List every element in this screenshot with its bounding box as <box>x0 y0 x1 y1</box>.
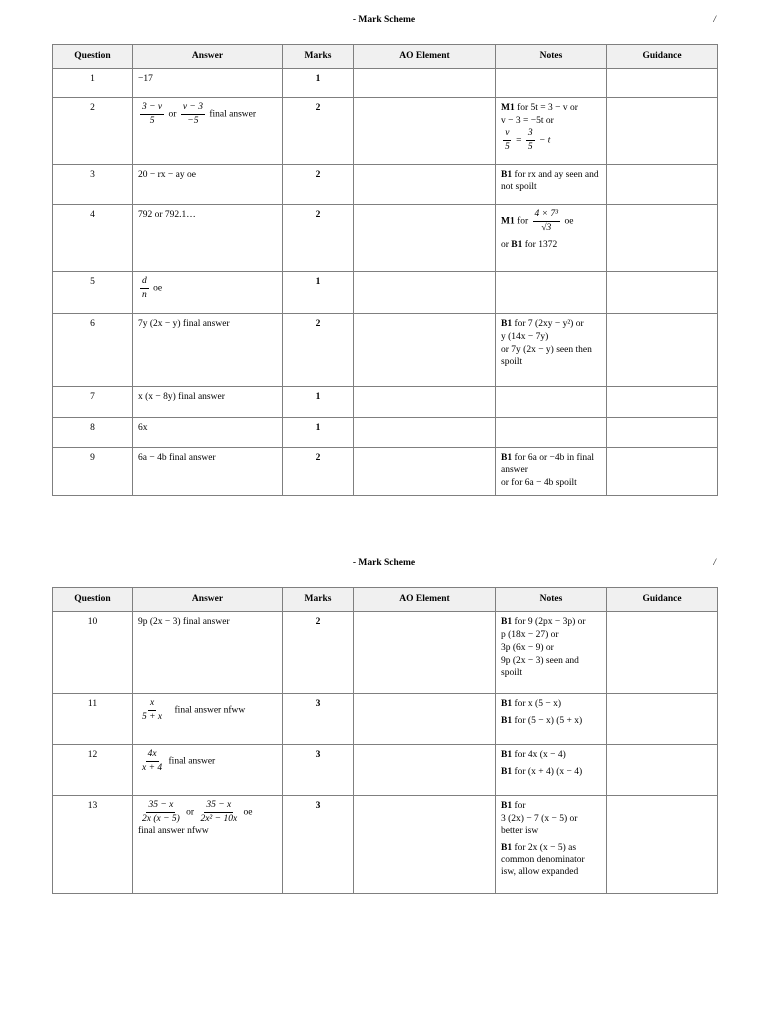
question-number: 1 <box>53 69 133 98</box>
marks-cell: 3 <box>283 745 354 796</box>
column-header-question: Question <box>53 45 133 69</box>
guidance-cell <box>607 98 718 165</box>
ao-element-cell <box>354 272 496 314</box>
marks-cell: 2 <box>283 98 354 165</box>
mark-scheme-table <box>52 587 718 894</box>
column-header-answer: Answer <box>133 45 283 69</box>
ao-element-cell <box>354 418 496 448</box>
column-header-notes: Notes <box>496 45 607 69</box>
ao-element-cell <box>354 448 496 496</box>
answer-cell: 7y (2x − y) final answer <box>133 314 283 387</box>
column-header-question: Question <box>53 588 133 612</box>
answer-fraction: $\frac{3 - v}{5}$ <box>142 102 163 126</box>
question-number: 4 <box>53 205 133 272</box>
table-row <box>53 205 718 272</box>
question-number: 3 <box>53 165 133 205</box>
column-header-ao-element: AO Element <box>354 588 496 612</box>
answer-cell: 9p (2x − 3) final answer <box>133 612 283 694</box>
notes-cell <box>496 418 607 448</box>
question-number: 9 <box>53 448 133 496</box>
notes-cell: B1 for x (5 − x) B1 for (5 − x) (5 + x) <box>496 694 607 745</box>
marks-cell: 1 <box>283 387 354 418</box>
guidance-cell <box>607 796 718 894</box>
notes-cell: B1 for 4x (x − 4) B1 for (x + 4) (x − 4) <box>496 745 607 796</box>
page-number: / <box>713 558 716 568</box>
column-header-answer: Answer <box>133 588 283 612</box>
table-row <box>53 448 718 496</box>
question-number: 5 <box>53 272 133 314</box>
table-row <box>53 69 718 98</box>
ao-element-cell <box>354 314 496 387</box>
column-header-marks: Marks <box>283 45 354 69</box>
column-header-ao-element: AO Element <box>354 45 496 69</box>
answer-cell: 6x <box>133 418 283 448</box>
mark-scheme-table <box>52 44 718 496</box>
table-row <box>53 796 718 894</box>
ao-element-cell <box>354 387 496 418</box>
table-header-row <box>53 45 718 69</box>
table-row <box>53 694 718 745</box>
question-number: 6 <box>53 314 133 387</box>
answer-cell: −17 <box>133 69 283 98</box>
question-number: 10 <box>53 612 133 694</box>
table-row <box>53 314 718 387</box>
page-title: - Mark Scheme <box>352 558 416 568</box>
answer-cell: x (x − 8y) final answer <box>133 387 283 418</box>
guidance-cell <box>607 448 718 496</box>
guidance-cell <box>607 272 718 314</box>
marks-cell: 1 <box>283 272 354 314</box>
marks-cell: 1 <box>283 418 354 448</box>
column-header-guidance: Guidance <box>607 588 718 612</box>
guidance-cell <box>607 69 718 98</box>
answer-cell: $\frac{x}{5 + x}$ final answer nfww <box>133 694 283 745</box>
notes-cell: B1 for 9 (2px − 3p) or p (18x − 27) or 3p (6x − 9) or 9p (2x − 3) seen and spoilt <box>496 612 607 694</box>
marks-cell: 2 <box>283 205 354 272</box>
column-header-guidance: Guidance <box>607 45 718 69</box>
question-number: 7 <box>53 387 133 418</box>
table-row <box>53 387 718 418</box>
answer-cell: 20 − rx − ay oe <box>133 165 283 205</box>
table-row <box>53 165 718 205</box>
notes-cell: B1 for 3 (2x) − 7 (x − 5) or better isw B1 for 2x (x − 5) as common denominator isw, allow expanded <box>496 796 607 894</box>
ao-element-cell <box>354 796 496 894</box>
guidance-cell <box>607 612 718 694</box>
ao-element-cell <box>354 694 496 745</box>
page-number: / <box>713 15 716 25</box>
marks-cell: 2 <box>283 448 354 496</box>
marks-cell: 2 <box>283 314 354 387</box>
table-row <box>53 745 718 796</box>
page-header <box>52 15 716 29</box>
marks-cell: 2 <box>283 612 354 694</box>
page-header <box>52 558 716 572</box>
notes-cell: M1 for $\frac{\text{4 × 7³}}{√3}$ oe or B1 for 1372 <box>496 205 607 272</box>
marks-cell: 2 <box>283 165 354 205</box>
ao-element-cell <box>354 612 496 694</box>
answer-cell: 792 or 792.1… <box>133 205 283 272</box>
notes-cell: M1 for 5t = 3 − v or v − 3 = −5t or $\frac{v}{5}$ = $\frac{3}{5}$ − t <box>496 98 607 165</box>
ao-element-cell <box>354 745 496 796</box>
notes-cell <box>496 272 607 314</box>
column-header-marks: Marks <box>283 588 354 612</box>
answer-fraction: $\frac{35 - x}{2x (x - 5)}$ <box>142 800 180 824</box>
marks-cell: 3 <box>283 796 354 894</box>
guidance-cell <box>607 314 718 387</box>
table-header-row <box>53 588 718 612</box>
answer-cell: $\frac{d}{n}$ oe <box>133 272 283 314</box>
answer-cell: $\frac{3 - v}{5}$ or $\frac{v - 3}{-5}$ final answer <box>133 98 283 165</box>
ao-element-cell <box>354 165 496 205</box>
answer-fraction: $\frac{d}{n}$ <box>142 276 147 300</box>
ao-element-cell <box>354 205 496 272</box>
guidance-cell <box>607 205 718 272</box>
page-title: - Mark Scheme <box>352 15 416 25</box>
question-number: 8 <box>53 418 133 448</box>
guidance-cell <box>607 745 718 796</box>
answer-cell: $\frac{4x}{x + 4}$ final answer <box>133 745 283 796</box>
notes-cell <box>496 387 607 418</box>
guidance-cell <box>607 418 718 448</box>
notes-cell: B1 for 7 (2xy − y²) or y (14x − 7y) or 7y (2x − y) seen then spoilt <box>496 314 607 387</box>
question-number: 2 <box>53 98 133 165</box>
table-row <box>53 98 718 165</box>
ao-element-cell <box>354 69 496 98</box>
guidance-cell <box>607 387 718 418</box>
notes-cell: B1 for rx and ay seen and not spoilt <box>496 165 607 205</box>
question-number: 11 <box>53 694 133 745</box>
answer-fraction: $\frac{v - 3}{-5}$ <box>182 102 203 126</box>
notes-cell <box>496 69 607 98</box>
question-number: 13 <box>53 796 133 894</box>
ao-element-cell <box>354 98 496 165</box>
table-row <box>53 612 718 694</box>
table-row <box>53 272 718 314</box>
guidance-cell <box>607 694 718 745</box>
marks-cell: 1 <box>283 69 354 98</box>
notes-cell: B1 for 6a or −4b in final answer or for 6a − 4b spoilt <box>496 448 607 496</box>
answer-fraction: $\frac{4x}{x + 4}$ <box>142 749 163 773</box>
answer-fraction: $\frac{35 - x}{\text{2x² − 10x}}$ <box>200 800 238 824</box>
answer-cell: $\frac{35 - x}{2x (x - 5)}$ or $\frac{35 - x}{\text{2x² − 10x}}$ oe final answer nfww <box>133 796 283 894</box>
question-number: 12 <box>53 745 133 796</box>
guidance-cell <box>607 165 718 205</box>
marks-cell: 3 <box>283 694 354 745</box>
answer-fraction: $\frac{x}{5 + x}$ <box>142 698 163 722</box>
column-header-notes: Notes <box>496 588 607 612</box>
table-row <box>53 418 718 448</box>
answer-cell: 6a − 4b final answer <box>133 448 283 496</box>
